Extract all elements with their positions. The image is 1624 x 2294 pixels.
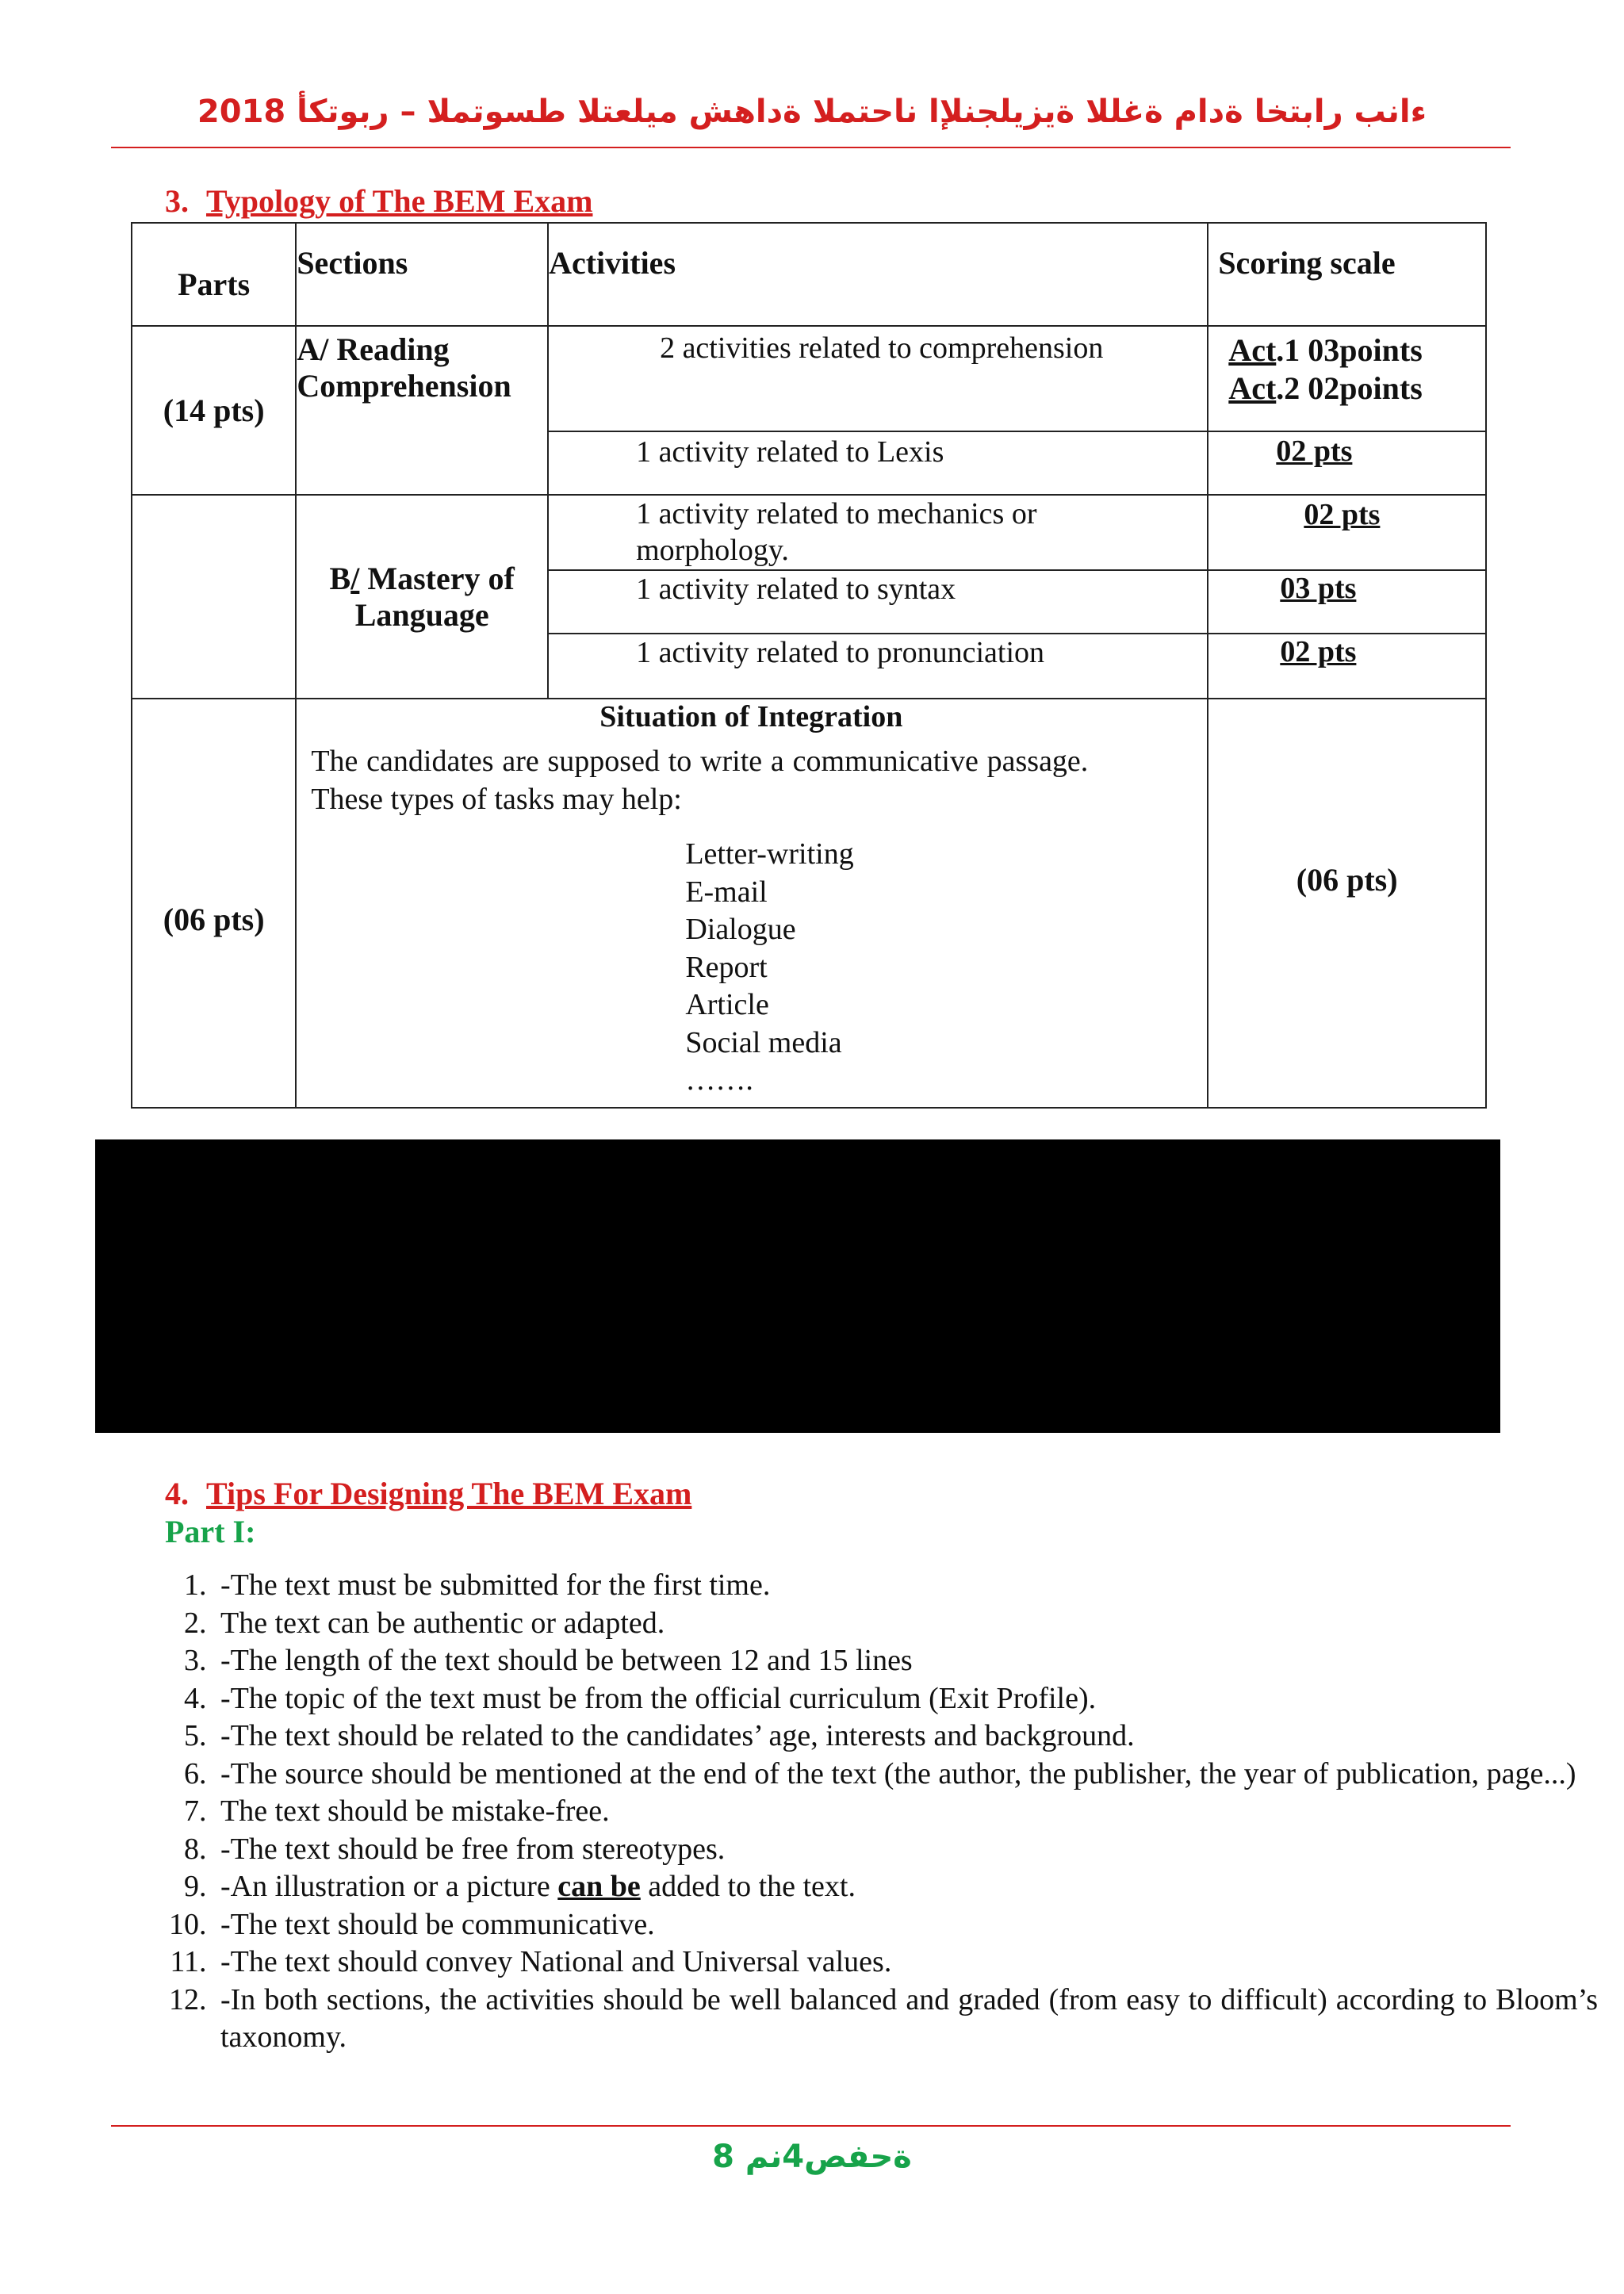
list-item: 1. -The text must be submitted for the first time. — [214, 1567, 1598, 1605]
tip9-before: -An illustration or a picture — [220, 1870, 558, 1903]
task-type-item: Report — [685, 950, 768, 984]
section-3-title: Typology of The BEM Exam — [206, 183, 593, 219]
list-item: 2. The text can be authentic or adapted. — [214, 1605, 1598, 1643]
scoring-pronunciation: 02 pts — [1208, 634, 1486, 699]
scoring-syntax: 03 pts — [1208, 570, 1486, 634]
section-b-slash: / — [350, 560, 360, 596]
tips-list — [127, 1567, 1598, 2057]
section-4-title: Tips For Designing The BEM Exam — [206, 1476, 692, 1511]
table-header-row — [132, 223, 1486, 326]
page-footer: ةحفص4نم 8 — [712, 2139, 912, 2175]
table-row — [132, 326, 1486, 431]
part1-points: (14 pts) — [132, 326, 296, 495]
section-3-heading — [165, 182, 592, 220]
scoring-lexis: 02 pts — [1208, 431, 1486, 495]
table-row-integration — [132, 699, 1486, 1108]
task-type-item: ……. — [685, 1063, 753, 1097]
section-3-number: 3. — [165, 183, 189, 219]
section-4-heading — [165, 1475, 691, 1512]
integration-cell — [296, 699, 1208, 1108]
activity-comprehension: 2 activities related to comprehension — [548, 326, 1208, 431]
list-item: 3. -The length of the text should be between 12 and 15 lines — [214, 1642, 1598, 1680]
task-type-item: Dialogue — [685, 913, 796, 946]
section-b-label: Mastery of Language — [354, 560, 515, 633]
list-item — [214, 1868, 1598, 1906]
header-activities: Activities — [548, 223, 1208, 326]
list-item: 5. -The text should be related to the candidates’ age, interests and background. — [214, 1718, 1598, 1756]
list-item: 12. -In both sections, the activities should be well balanced and graded (from easy to difficult) according to Bloom’s taxonomy. — [214, 1982, 1598, 2057]
integration-title: Situation of Integration — [599, 700, 903, 733]
act2-label: Act — [1228, 370, 1277, 406]
list-item: 6. -The source should be mentioned at the end of the text (the author, the publisher, the year of publication, page...) — [214, 1756, 1598, 1794]
header-parts: Parts — [132, 223, 296, 326]
section-b-mastery-of-language — [296, 495, 548, 699]
list-item: 10. -The text should be communicative. — [214, 1906, 1598, 1944]
activity-mechanics-morphology-text: 1 activity related to mechanics or morphology. — [636, 497, 1037, 567]
act2-points: .2 02points — [1276, 370, 1423, 406]
header-sections: Sections — [296, 223, 548, 326]
task-type-item: Letter-writing — [685, 837, 854, 871]
activity-lexis: 1 activity related to Lexis — [548, 431, 1208, 495]
act1-label: Act — [1228, 332, 1277, 368]
section-b-prefix: B — [329, 560, 351, 596]
section-4-number: 4. — [165, 1476, 189, 1511]
activity-syntax: 1 activity related to syntax — [548, 570, 1208, 634]
activity-mechanics-morphology — [548, 495, 1208, 570]
part1-continued — [132, 495, 296, 699]
act1-points: .1 03points — [1276, 332, 1423, 368]
part2-score: (06 pts) — [1208, 699, 1486, 1108]
redacted-block — [95, 1139, 1500, 1433]
task-type-item: Article — [685, 988, 769, 1021]
list-item: 4. -The topic of the text must be from the official curriculum (Exit Profile). — [214, 1680, 1598, 1718]
scoring-mechanics-morphology: 02 pts — [1208, 495, 1486, 570]
task-type-item: E-mail — [685, 875, 768, 909]
table-row — [132, 495, 1486, 570]
integration-text: The candidates are supposed to write a communicative passage. These types of tasks may help: — [311, 745, 1089, 816]
task-type-item: Social media — [685, 1025, 842, 1059]
task-types-list — [685, 836, 1088, 1100]
list-item: 8. -The text should be free from stereotypes. — [214, 1831, 1598, 1869]
part-i-label: Part I: — [165, 1514, 256, 1549]
page-header-title: ءانب رابتخا ةدام ةغللا ةيزيلجنلإا ناحتملا ةداهش ميلعتلا طسوتملا – ربوتكأ 2018 — [197, 94, 1427, 130]
tip9-emphasis: can be — [557, 1870, 641, 1903]
scoring-comprehension — [1208, 326, 1486, 431]
header-divider — [111, 147, 1511, 148]
list-item: 7. The text should be mistake-free. — [214, 1793, 1598, 1831]
header-scoring-scale: Scoring scale — [1208, 223, 1486, 326]
tip9-after: added to the text. — [640, 1870, 856, 1903]
activity-pronunciation: 1 activity related to pronunciation — [548, 634, 1208, 699]
part2-points: (06 pts) — [132, 699, 296, 1108]
bem-typology-table — [131, 222, 1487, 1109]
section-a-reading-comprehension: A/ Reading Comprehension — [296, 326, 548, 495]
footer-divider — [111, 2125, 1511, 2127]
list-item: 11. -The text should convey National and Universal values. — [214, 1944, 1598, 1982]
